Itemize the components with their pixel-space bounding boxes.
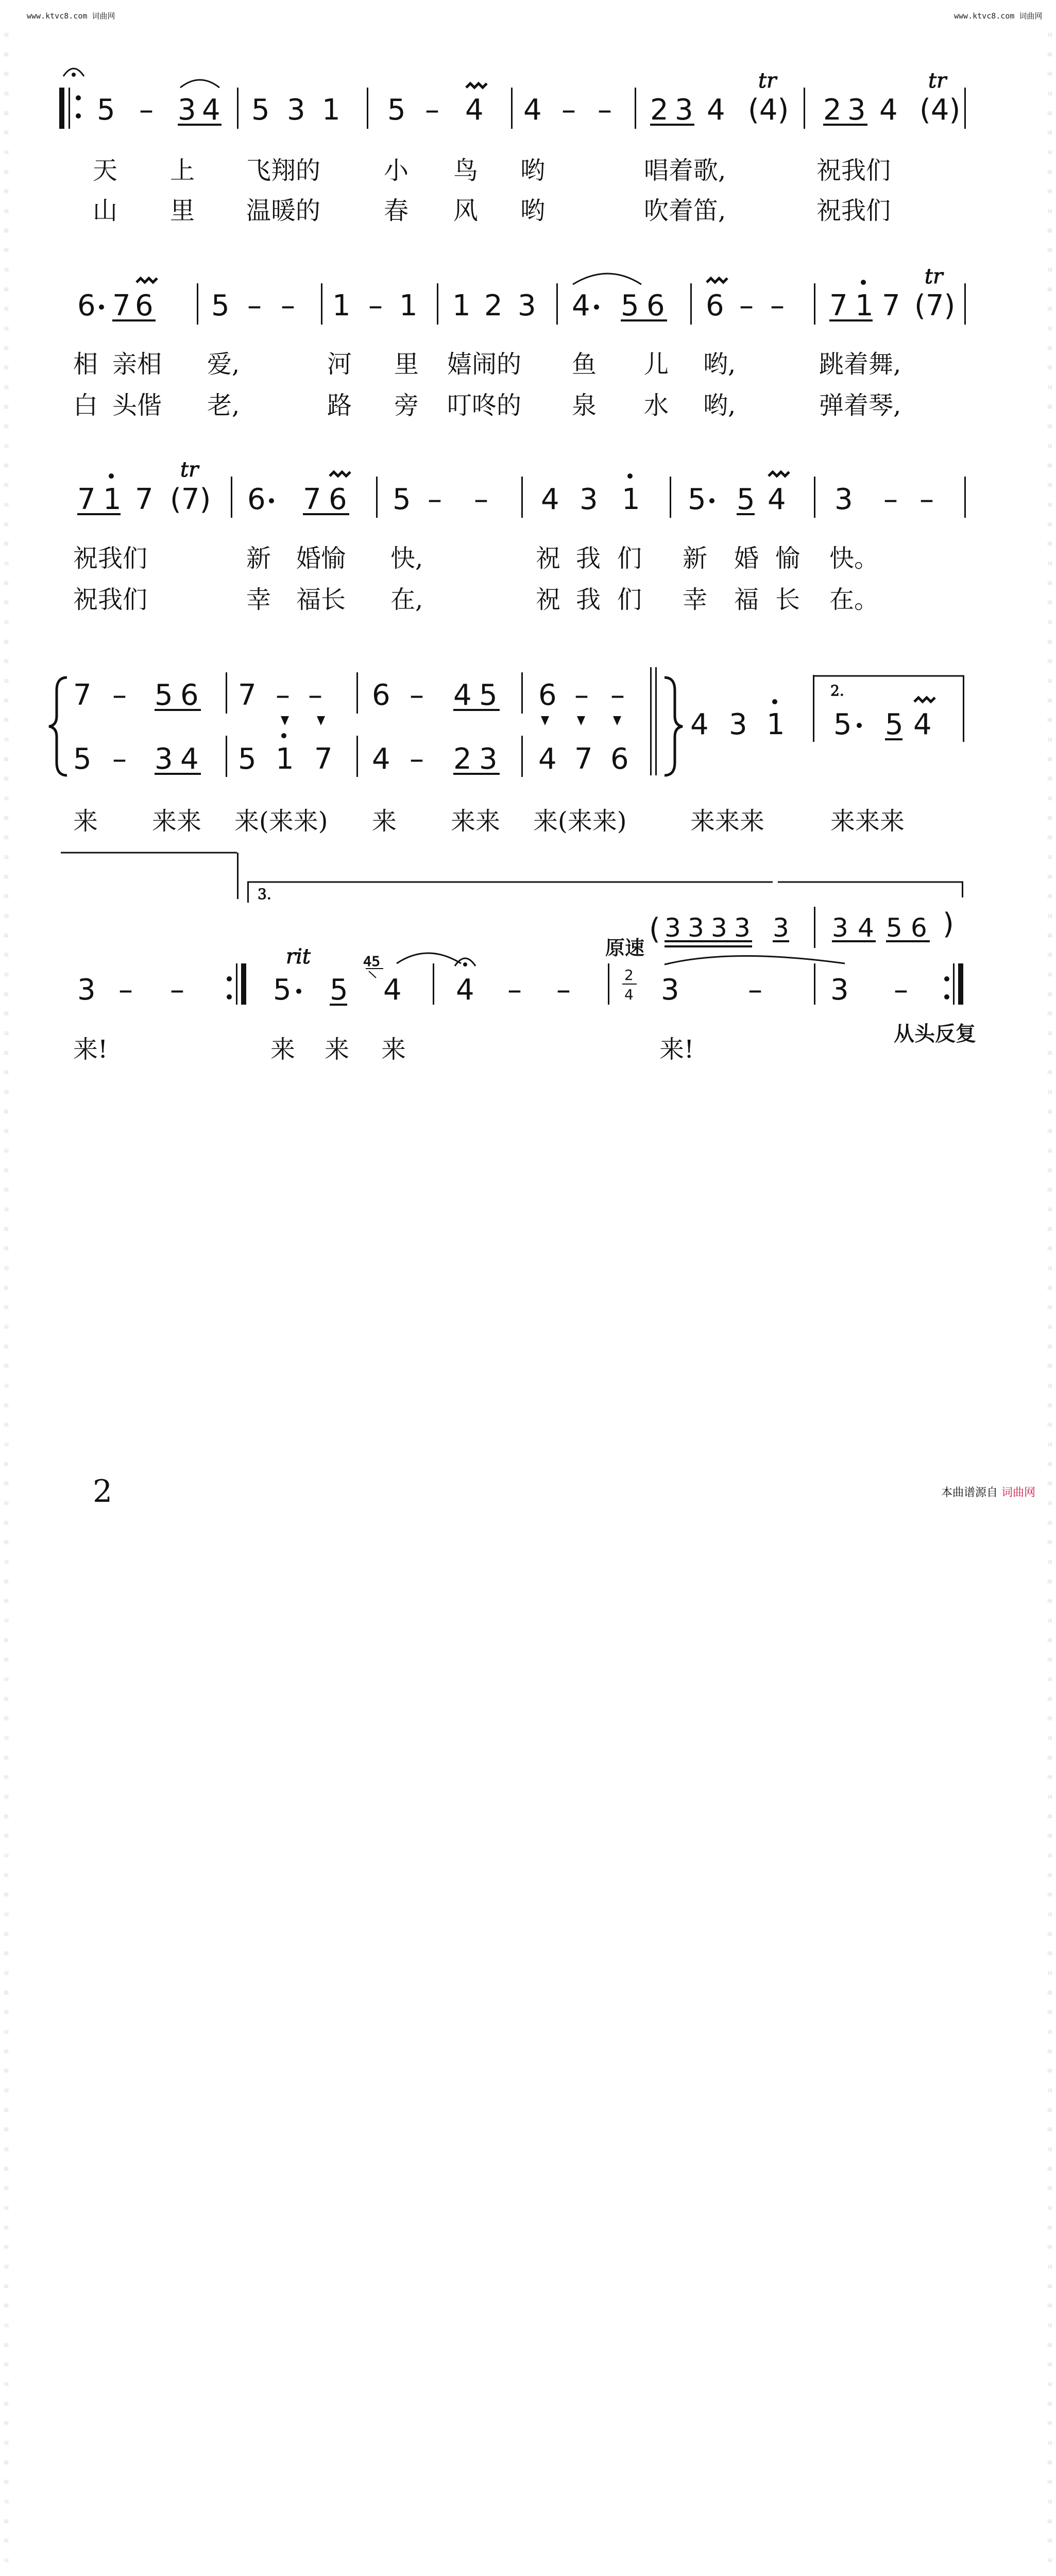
svg-text:2: 2 — [823, 93, 842, 127]
staff-row-5 — [61, 853, 963, 1007]
svg-text:–: – — [281, 289, 295, 323]
trill-mark: tr — [758, 69, 777, 93]
svg-text:4: 4 — [538, 742, 557, 776]
svg-text:6: 6 — [135, 289, 154, 323]
rit-mark: rit — [286, 945, 311, 969]
svg-text:–: – — [883, 483, 898, 516]
lyric: 飞翔的 — [246, 156, 321, 185]
lyric: 天 — [93, 156, 118, 185]
lyric: 新 — [246, 544, 271, 573]
lyric: 老, — [207, 391, 240, 420]
lyric: 里 — [170, 196, 195, 225]
svg-text:7: 7 — [112, 289, 131, 323]
svg-text:6: 6 — [247, 483, 266, 516]
svg-text:5: 5 — [621, 289, 639, 323]
lyric: 来 — [73, 807, 98, 836]
grace-notes: 45 — [363, 954, 381, 970]
page-number: 2 — [93, 1473, 113, 1510]
svg-text:(7): (7) — [914, 289, 956, 323]
svg-text:3: 3 — [729, 708, 747, 741]
svg-text:1: 1 — [399, 289, 418, 323]
lyric: 叮咚的 — [447, 391, 522, 420]
lyric: 河 — [327, 350, 352, 379]
lyric: 嬉闹的 — [447, 350, 522, 379]
lyric: 祝 — [536, 585, 561, 614]
svg-text:3: 3 — [580, 483, 598, 516]
svg-text:): ) — [943, 907, 954, 941]
svg-text:3: 3 — [688, 913, 704, 943]
svg-text:–: – — [507, 973, 522, 1007]
svg-text:(: ( — [649, 912, 660, 946]
lyric: 山 — [93, 196, 118, 225]
svg-text:2: 2 — [484, 289, 503, 323]
lyric: 祝 — [536, 544, 561, 573]
svg-text:6: 6 — [180, 679, 199, 712]
svg-text:5: 5 — [73, 742, 92, 776]
header-left: www.ktvc8.com 词曲网 — [27, 11, 115, 21]
lyric: 来来来 — [690, 807, 765, 836]
svg-text:1: 1 — [855, 289, 874, 323]
svg-text:3: 3 — [518, 289, 536, 323]
svg-text:5: 5 — [251, 93, 270, 127]
lyric: 路 — [327, 391, 352, 420]
svg-text:–: – — [919, 483, 934, 516]
svg-text:–: – — [368, 289, 383, 323]
svg-text:6: 6 — [329, 483, 347, 516]
lyric: 我 — [576, 544, 601, 573]
lyric: 快, — [390, 544, 423, 573]
lyric: 幸 — [246, 585, 271, 614]
svg-text:5: 5 — [155, 679, 173, 712]
svg-text:3: 3 — [847, 93, 866, 127]
lyric: 婚愉 — [296, 544, 346, 573]
svg-text:1: 1 — [322, 93, 340, 127]
lyric: 来来 — [152, 807, 202, 836]
lyric: 来 — [270, 1035, 296, 1064]
svg-text:4: 4 — [383, 973, 402, 1007]
svg-text:–: – — [598, 93, 612, 127]
lyric: 来 — [325, 1035, 350, 1064]
lyric: 旁 — [394, 391, 419, 420]
lyric: 来来来 — [830, 807, 905, 836]
lyric: 福长 — [296, 585, 346, 614]
svg-text:5: 5 — [387, 93, 406, 127]
svg-text:7: 7 — [829, 289, 848, 323]
lyric: 水 — [644, 391, 669, 420]
svg-text:5: 5 — [211, 289, 230, 323]
lyric: 上 — [170, 156, 195, 185]
lyric: 快。 — [829, 544, 879, 573]
svg-text:5: 5 — [737, 483, 755, 516]
svg-text:5: 5 — [688, 483, 706, 516]
svg-text:–: – — [139, 93, 154, 127]
svg-text:–: – — [474, 483, 488, 516]
svg-text:4: 4 — [453, 679, 472, 712]
lyric: 来来 — [451, 807, 501, 836]
lyric: 儿 — [644, 350, 669, 379]
lyric: 愉 — [775, 544, 800, 573]
lyric: 温暖的 — [246, 196, 321, 225]
footer-brand-link[interactable]: 词曲网 — [1001, 1486, 1035, 1499]
svg-text:5: 5 — [886, 913, 902, 943]
svg-text:–: – — [118, 973, 133, 1007]
trill-mark: tr — [928, 69, 947, 93]
header-right: www.ktvc8.com 词曲网 — [954, 11, 1043, 21]
lyric: 来(来来) — [234, 807, 328, 836]
lyric: 跳着舞, — [819, 350, 901, 379]
svg-text:–: – — [739, 289, 754, 323]
lyric: 在。 — [829, 585, 879, 614]
side-watermark-left: 词曲网 词曲网 词曲网 词曲网 词曲网 词曲网 词曲网 词曲网 词曲网 词曲网 词曲网 词曲网 词曲网 词曲网 词曲网 词曲网 词曲网 词曲网 词曲网 词曲网 词曲网 词曲网 词曲网 词曲网 词曲网 词曲网 词曲网 词曲网 词曲网 词曲网 词曲网 词曲网 词曲网 词曲网 词曲网 词曲网 词曲网 词曲网 词曲网 词曲网 词曲网 词曲网 词曲网 词 — [4, 33, 9, 2564]
lyric: 来 — [381, 1035, 406, 1064]
lyric: 福 — [734, 585, 759, 614]
svg-text:4: 4 — [768, 483, 786, 516]
svg-text:(7): (7) — [170, 483, 211, 516]
svg-text:3: 3 — [773, 913, 789, 943]
lyric: 爱, — [207, 350, 240, 379]
svg-text:–: – — [170, 973, 184, 1007]
side-watermark-right: 词曲网 词曲网 词曲网 词曲网 词曲网 词曲网 词曲网 词曲网 词曲网 词曲网 词曲网 词曲网 词曲网 词曲网 词曲网 词曲网 词曲网 词曲网 词曲网 词曲网 词曲网 词曲网 词曲网 词曲网 词曲网 词曲网 词曲网 词曲网 词曲网 词曲网 词曲网 词曲网 词曲网 词曲网 词曲网 词曲网 词曲网 词曲网 词曲网 词曲网 词曲网 词曲网 词曲网 词 — [1047, 33, 1052, 2564]
lyric: 相 — [73, 350, 98, 379]
lyric: 头偕 — [112, 391, 162, 420]
svg-text:1: 1 — [276, 742, 294, 776]
lyric: 鸟 — [453, 156, 479, 185]
svg-text:7: 7 — [882, 289, 900, 323]
svg-text:4: 4 — [624, 986, 634, 1003]
footer-text: 本曲谱源自 — [941, 1486, 998, 1499]
lyric: 祝我们 — [73, 544, 148, 573]
svg-text:6: 6 — [911, 913, 927, 943]
svg-text:6: 6 — [706, 289, 724, 323]
svg-text:3: 3 — [832, 913, 848, 943]
lyric: 哟 — [520, 196, 546, 225]
svg-text:–: – — [247, 289, 262, 323]
lyric: 来(来来) — [533, 807, 627, 836]
tempo-mark: 原速 — [605, 937, 645, 959]
svg-text:5: 5 — [97, 93, 115, 127]
svg-text:–: – — [894, 973, 908, 1007]
svg-text:3: 3 — [77, 973, 96, 1007]
lyric: 哟, — [703, 350, 736, 379]
repeat-from-start: 从头反复 — [894, 1022, 976, 1046]
svg-text:1: 1 — [332, 289, 351, 323]
svg-text:1: 1 — [767, 708, 785, 741]
svg-text:4: 4 — [690, 708, 709, 741]
svg-text:3: 3 — [665, 913, 681, 943]
svg-text:–: – — [556, 973, 571, 1007]
svg-text:7: 7 — [73, 679, 92, 712]
svg-text:3: 3 — [830, 973, 849, 1007]
lyric: 春 — [384, 196, 409, 225]
staff-row-1 — [59, 69, 966, 129]
lyric: 祝我们 — [816, 196, 891, 225]
svg-text:7: 7 — [77, 483, 96, 516]
lyric: 们 — [617, 544, 642, 573]
svg-text:7: 7 — [238, 679, 257, 712]
lyric: 鱼 — [572, 350, 597, 379]
svg-text:6: 6 — [77, 289, 96, 323]
lyric: 我 — [576, 585, 601, 614]
svg-text:–: – — [610, 679, 625, 712]
lyric: 婚 — [734, 544, 759, 573]
svg-text:4: 4 — [572, 289, 590, 323]
svg-text:5: 5 — [833, 708, 852, 741]
trill-mark: tr — [180, 458, 199, 482]
lyric: 长 — [775, 585, 800, 614]
svg-text:–: – — [410, 742, 424, 776]
svg-text:3: 3 — [287, 93, 305, 127]
lyric: 来 — [372, 807, 397, 836]
lyric: 亲相 — [112, 350, 162, 379]
svg-text:4: 4 — [707, 93, 725, 127]
svg-text:6: 6 — [610, 742, 629, 776]
svg-text:–: – — [410, 679, 424, 712]
svg-text:5: 5 — [393, 483, 411, 516]
svg-text:3: 3 — [711, 913, 727, 943]
lyric: 哟, — [703, 391, 736, 420]
svg-text:4: 4 — [465, 93, 484, 127]
lyric: 里 — [394, 350, 419, 379]
lyric: 在, — [390, 585, 423, 614]
svg-text:1: 1 — [622, 483, 640, 516]
svg-text:2: 2 — [624, 967, 634, 984]
svg-text:2: 2 — [650, 93, 669, 127]
lyric: 祝我们 — [816, 156, 891, 185]
svg-text:4: 4 — [372, 742, 390, 776]
staff-row-3 — [77, 472, 966, 518]
svg-text:–: – — [574, 679, 589, 712]
svg-text:1: 1 — [452, 289, 471, 323]
svg-text:3: 3 — [155, 742, 173, 776]
lyric: 来! — [659, 1035, 694, 1064]
repeat-start-thick — [59, 88, 64, 129]
svg-text:4: 4 — [541, 483, 559, 516]
svg-text:–: – — [428, 483, 442, 516]
svg-text:4: 4 — [523, 93, 542, 127]
lyric: 来! — [73, 1035, 108, 1064]
svg-text:7: 7 — [303, 483, 321, 516]
staff-row-2 — [77, 274, 966, 325]
svg-text:4: 4 — [913, 708, 932, 741]
svg-text:–: – — [112, 679, 127, 712]
footer-source — [941, 1484, 1035, 1500]
svg-text:–: – — [308, 679, 322, 712]
lyric: 小 — [384, 156, 409, 185]
lyric: 唱着歌, — [644, 156, 726, 185]
lyric: 新 — [683, 544, 708, 573]
lyric: 祝我们 — [73, 585, 148, 614]
staff-row-4 — [49, 667, 964, 777]
volta-3: 3. — [258, 886, 271, 903]
svg-text:(4): (4) — [748, 93, 789, 127]
svg-text:7: 7 — [135, 483, 154, 516]
lyric: 白 — [73, 391, 98, 420]
lyric: 泉 — [572, 391, 597, 420]
svg-text:6: 6 — [372, 679, 390, 712]
svg-text:6: 6 — [646, 289, 665, 323]
svg-text:4: 4 — [858, 913, 874, 943]
svg-text:–: – — [112, 742, 127, 776]
lyric: 吹着笛, — [644, 196, 726, 225]
svg-text:1: 1 — [103, 483, 122, 516]
svg-text:7: 7 — [574, 742, 593, 776]
svg-text:7: 7 — [314, 742, 333, 776]
svg-text:–: – — [770, 289, 785, 323]
svg-text:–: – — [561, 93, 576, 127]
lyric: 风 — [453, 196, 479, 225]
svg-text:4: 4 — [879, 93, 898, 127]
svg-text:3: 3 — [734, 913, 751, 943]
svg-text:2: 2 — [453, 742, 472, 776]
svg-text:–: – — [425, 93, 439, 127]
svg-text:–: – — [748, 973, 762, 1007]
svg-text:–: – — [276, 679, 290, 712]
svg-text:5: 5 — [273, 973, 292, 1007]
svg-text:5: 5 — [479, 679, 498, 712]
svg-text:5: 5 — [238, 742, 257, 776]
svg-text:3: 3 — [661, 973, 679, 1007]
lyric: 哟 — [520, 156, 546, 185]
svg-text:3: 3 — [479, 742, 498, 776]
lyric: 弹着琴, — [819, 391, 901, 420]
lyric: 们 — [617, 585, 642, 614]
svg-text:4: 4 — [180, 742, 199, 776]
svg-text:6: 6 — [538, 679, 557, 712]
svg-text:3: 3 — [675, 93, 693, 127]
svg-text:3: 3 — [834, 483, 853, 516]
volta-2: 2. — [830, 682, 844, 699]
svg-text:3: 3 — [178, 93, 196, 127]
lyric: 幸 — [683, 585, 708, 614]
svg-text:5: 5 — [885, 708, 904, 741]
svg-text:4: 4 — [202, 93, 220, 127]
svg-text:5: 5 — [330, 973, 348, 1007]
trill-mark: tr — [925, 265, 943, 289]
svg-text:4: 4 — [456, 973, 474, 1007]
svg-text:(4): (4) — [919, 93, 961, 127]
